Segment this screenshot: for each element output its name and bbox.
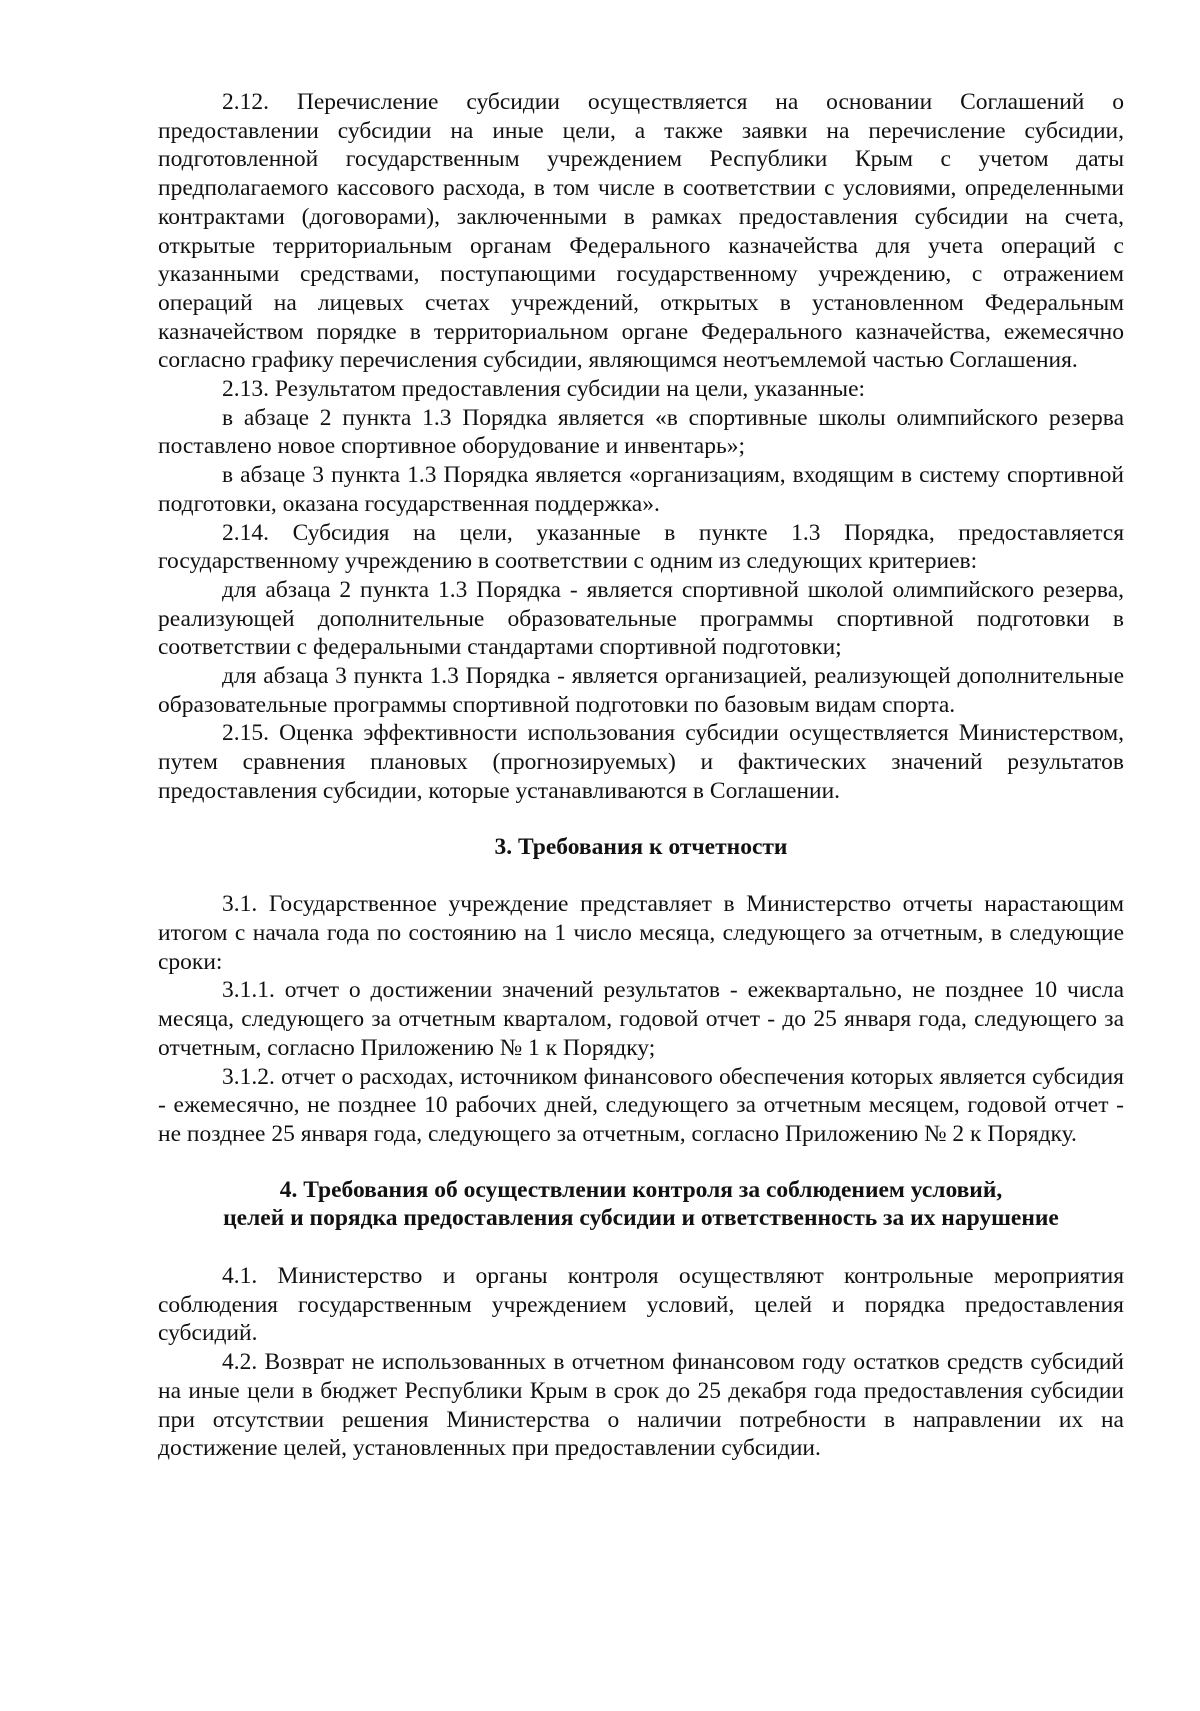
paragraph-4-2: 4.2. Возврат не использованных в отчетном финансовом году остатков средств субсидий на иные цели в бюджет Республики Крым в срок до 25 декабря года предоставления субсидии при отсутствии решения Министерства о наличии потребности в направлении их на достижение целей, установленных при предоставлении субсидии. [158, 1349, 1124, 1462]
paragraph-2-13: 2.13. Результатом предоставления субсидии на цели, указанные: [222, 376, 866, 403]
section-4-heading-line-2: целей и порядка предоставления субсидии и ответственность за их нарушение [223, 1205, 1059, 1232]
paragraph-2-13-item-1: в абзаце 2 пункта 1.3 Порядка является «в спортивные школы олимпийского резерва поставлено новое спортивное оборудование и инвентарь»; [158, 404, 1124, 460]
section-3-heading: 3. Требования к отчетности [494, 833, 788, 860]
spacer [158, 861, 1124, 890]
paragraph-3-1: 3.1. Государственное учреждение представляет в Министерство отчеты нарастающим итогом с начала года по состоянию на 1 число месяца, следующего за отчетным, в следующие сроки: [158, 891, 1124, 975]
paragraph-2-14-item-1: для абзаца 2 пункта 1.3 Порядка - является спортивной школой олимпийского резерва, реализующей дополнительные образовательные программы спортивной подготовки в соответствии с федеральными стандартами спортивной подготовки; [158, 576, 1124, 661]
spacer [158, 1233, 1124, 1262]
spacer [158, 806, 1124, 833]
paragraph-3-1-1: 3.1.1. отчет о достижении значений результатов - ежеквартально, не позднее 10 числа месяца, следующего за отчетным кварталом, годовой отчет - до 25 января года, следующего за отчетным, согласно Приложению № 1 к Порядку; [158, 977, 1124, 1061]
paragraph-2-12: 2.12. Перечисление субсидии осуществляется на основании Соглашений о предоставлении субсидии на иные цели, а также заявки на перечисление субсидии, подготовленной государственным учреждением Республики Крым с учетом даты предполагаемого кассового расхода, в том числе в соответствии с условиями, определенными контрактами (договорами), заключенными в рамках предоставления субсидии на счета, открытые территориальным органам Федерального казначейства для учета операций с указанными средствами, поступающими государственному учреждению, с отражением операций на лицевых счетах учреждений, открытых в установленном Федеральным казначейством порядке в территориальном органе Федерального казначейства, ежемесячно согласно графику перечисления субсидии, являющимся неотъемлемой частью Соглашения. [158, 89, 1124, 374]
spacer [158, 1149, 1124, 1176]
document-body [158, 88, 1124, 1463]
paragraph-2-13-item-2: в абзаце 3 пункта 1.3 Порядка является «организациям, входящим в систему спортивной подготовки, оказана государственная поддержка». [158, 462, 1124, 517]
paragraph-2-14-item-2: для абзаца 3 пункта 1.3 Порядка - является организацией, реализующей дополнительные образовательные программы спортивной подготовки по базовым видам спорта. [158, 663, 1124, 718]
section-4-heading-line-1: 4. Требования об осуществлении контроля за соблюдением условий, [279, 1176, 1003, 1203]
paragraph-3-1-2: 3.1.2. отчет о расходах, источником финансового обеспечения которых является субсидия - ежемесячно, не позднее 10 рабочих дней, следующего за отчетным месяцем, годовой отчет - не позднее 25 января года, следующего за отчетным, согласно Приложению № 2 к Порядку. [158, 1063, 1124, 1147]
paragraph-2-14: 2.14. Субсидия на цели, указанные в пункте 1.3 Порядка, предоставляется государственному учреждению в соответствии с одним из следующих критериев: [158, 519, 1124, 575]
paragraph-4-1: 4.1. Министерство и органы контроля осуществляют контрольные мероприятия соблюдения государственным учреждением условий, целей и порядка предоставления субсидий. [158, 1263, 1124, 1347]
paragraph-2-15: 2.15. Оценка эффективности использования субсидии осуществляется Министерством, путем сравнения плановых (прогнозируемых) и фактических значений результатов предоставления субсидии, которые устанавливаются в Соглашении. [158, 720, 1124, 804]
section-4-heading [158, 1176, 1124, 1233]
